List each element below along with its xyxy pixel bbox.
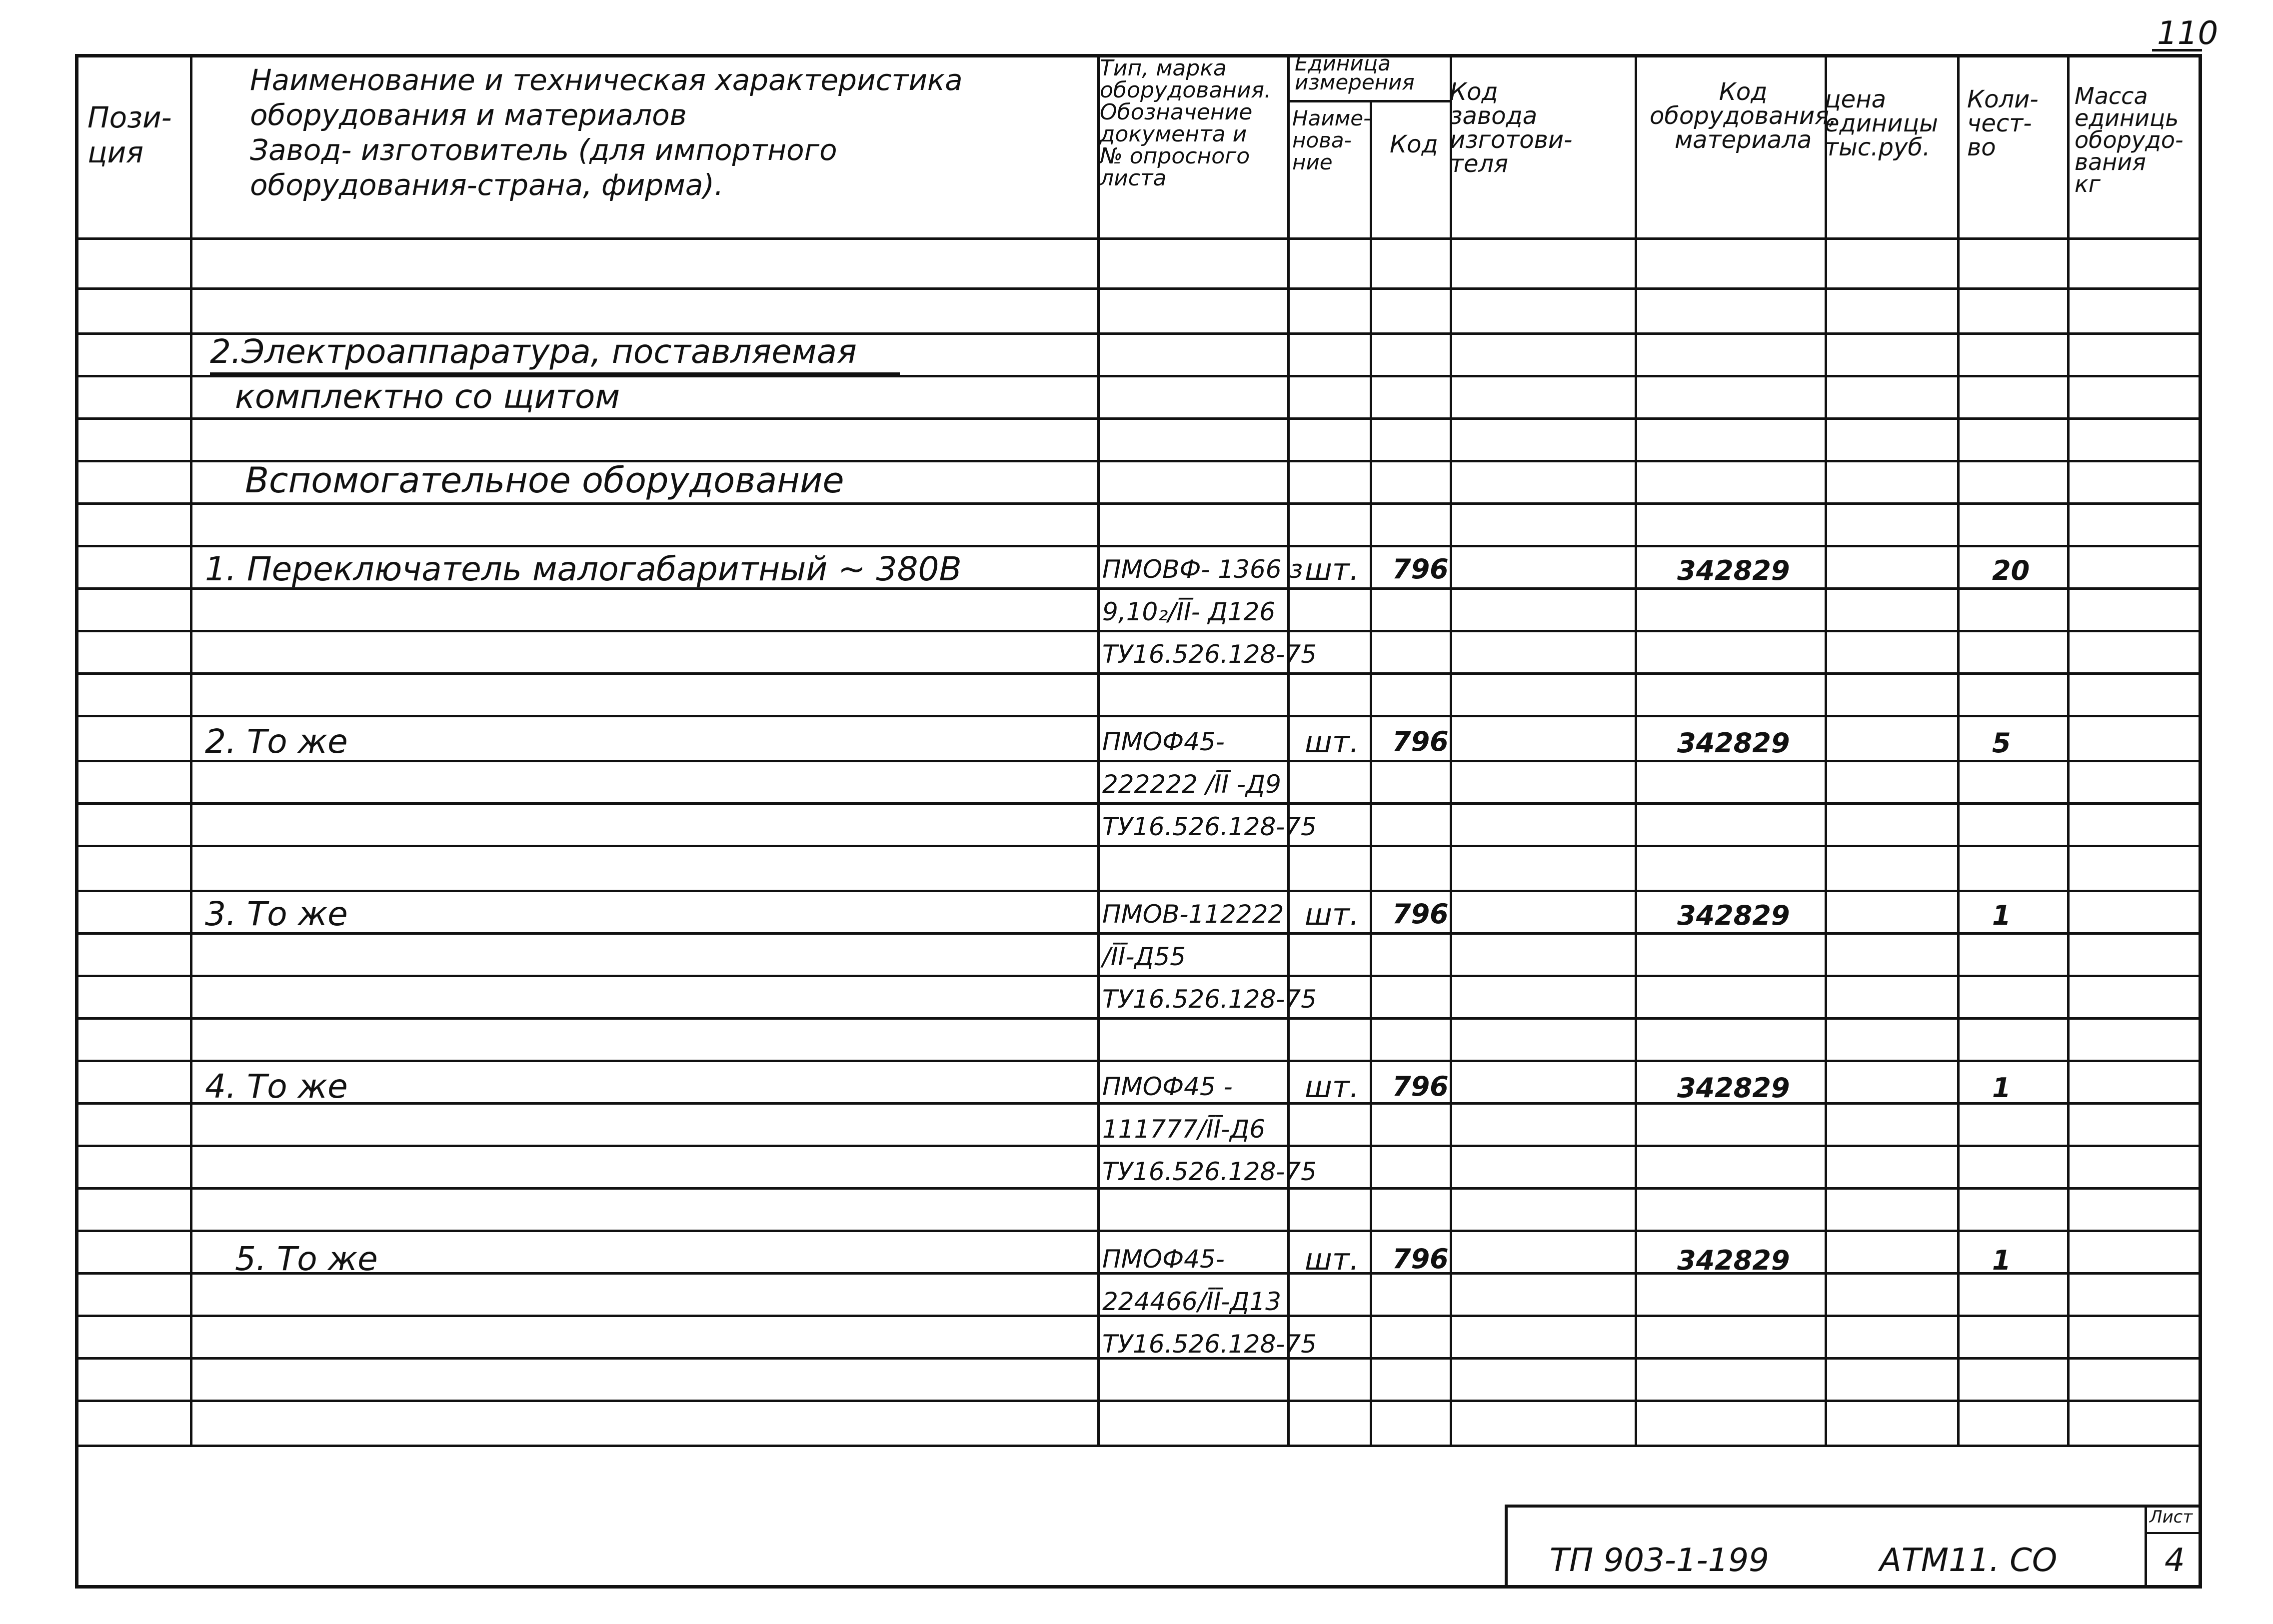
item-name: 2. То же [205,722,348,761]
item-unit-code: 796 [1392,726,1449,757]
item-name: 1. Переключатель малогабаритный ~ 380В [205,550,962,588]
item-type-line3: ТУ16.526.128-75 [1102,1157,1317,1186]
item-unit-code: 796 [1392,1071,1449,1102]
section-title-1-underline [210,372,900,375]
table-row-rule [77,1445,2200,1447]
item-quantity: 1 [1992,1245,2011,1276]
table-row-rule [77,1145,2200,1147]
header-material-code: Код оборудования, материала [1650,78,1837,154]
item-type-line3: ТУ16.526.128-75 [1102,1330,1317,1359]
table-row-rule [77,1017,2200,1020]
item-type-line3: ТУ16.526.128-75 [1102,640,1317,669]
item-type-line1: ПМОВФ- 1366 з [1102,555,1303,584]
item-type-line2: 224466/ĪĪ-Д13 [1102,1287,1281,1316]
unit-header-rule [1287,100,1450,102]
item-name: 3. То же [205,895,348,933]
item-name: 5. То же [235,1240,378,1278]
table-row-rule [77,932,2200,935]
item-material-code: 342829 [1677,727,1790,759]
table-column-rule [190,54,192,1445]
header-factory-code: Код завода изготови- теля [1450,78,1573,178]
item-quantity: 20 [1992,555,2030,586]
table-row-rule [77,502,2200,505]
table-row-rule [77,1102,2200,1105]
table-row-rule [77,802,2200,805]
table-row-rule [77,715,2200,717]
table-row-rule [77,545,2200,547]
item-type-line2: 9,10₂/ĪĪ- Д126 [1102,597,1276,626]
table-row-rule [77,1400,2200,1402]
item-unit-code: 796 [1392,1243,1449,1275]
table-column-rule [1097,54,1100,1445]
header-name: Наименование и техническая характеристика оборудования и материалов Завод- изготовитель (для импортного оборудования-страна, фирма). [250,63,963,202]
table-row-rule [77,845,2200,847]
table-row-rule [77,237,2200,240]
item-type-line3: ТУ16.526.128-75 [1102,812,1317,841]
item-type-line3: ТУ16.526.128-75 [1102,985,1317,1014]
item-unit: шт. [1305,552,1359,587]
item-unit-code: 796 [1392,553,1449,585]
page-number: 110 [2157,15,2219,52]
item-unit: шт. [1305,1242,1359,1277]
header-unit-code: Код [1390,130,1438,158]
item-type-line2: 111777/ĪĪ-Д6 [1102,1115,1266,1144]
item-material-code: 342829 [1677,1245,1790,1276]
table-column-rule [1370,100,1372,1445]
header-unit: Единица измерения [1295,51,1415,94]
section-title-1: 2.Электроаппаратура, поставляемая [210,332,857,371]
table-row-rule [77,975,2200,977]
table-column-rule [1635,54,1637,1445]
item-type-line1: ПМОФ45- [1102,727,1225,756]
item-unit-code: 796 [1392,898,1449,930]
table-row-rule [77,672,2200,675]
table-column-rule [1287,54,1290,1445]
item-quantity: 1 [1992,900,2011,931]
table-row-rule [77,1187,2200,1190]
item-material-code: 342829 [1677,555,1790,586]
table-column-rule [1957,54,1960,1445]
table-row-rule [77,287,2200,290]
table-row-rule [77,890,2200,892]
header-mass: Масса единиць оборудо- вания кг [2075,82,2184,197]
item-unit: шт. [1305,1070,1359,1105]
table-row-rule [77,630,2200,632]
item-type-line1: ПМОФ45 - [1102,1072,1233,1101]
header-position: Пози- ция [87,100,172,169]
item-type-line2: /ĪĪ-Д55 [1102,942,1186,971]
section-title-2: комплектно со щитом [235,377,620,416]
table-row-rule [77,1060,2200,1062]
table-row-rule [77,760,2200,762]
item-unit: шт. [1305,725,1359,760]
table-column-rule [1825,54,1827,1445]
table-column-rule [1450,54,1452,1445]
header-price: цена единицы тыс.руб. [1825,85,1939,161]
sheet-number: 4 [2165,1542,2185,1579]
item-type-line2: 222222 /ĪĪ -Д9 [1102,770,1281,799]
item-quantity: 5 [1992,727,2011,759]
sheet-label: Лист [2150,1507,2193,1527]
item-type-line1: ПМОФ45- [1102,1245,1225,1274]
section-title-2-underline [220,417,665,420]
item-material-code: 342829 [1677,1072,1790,1104]
item-material-code: 342829 [1677,900,1790,931]
sheet-divider [2145,1532,2202,1534]
table-column-rule [2067,54,2070,1445]
item-name: 4. То же [205,1067,348,1106]
stamp-doc-number: ТП 903-1-199 [1550,1542,1769,1579]
item-quantity: 1 [1992,1072,2011,1104]
stamp-doc-code: АТМ11. СО [1880,1542,2058,1579]
table-row-rule [77,1230,2200,1232]
header-type: Тип, марка оборудования. Обозначение документа и № опросного листа [1100,55,1271,191]
section-subtitle: Вспомогательное оборудование [245,460,844,501]
item-type-line1: ПМОВ-112222 [1102,900,1284,929]
header-unit-name: Наиме- нова- ние [1292,106,1371,174]
item-unit: шт. [1305,897,1359,932]
header-quantity: Коли- чест- во [1967,85,2039,161]
